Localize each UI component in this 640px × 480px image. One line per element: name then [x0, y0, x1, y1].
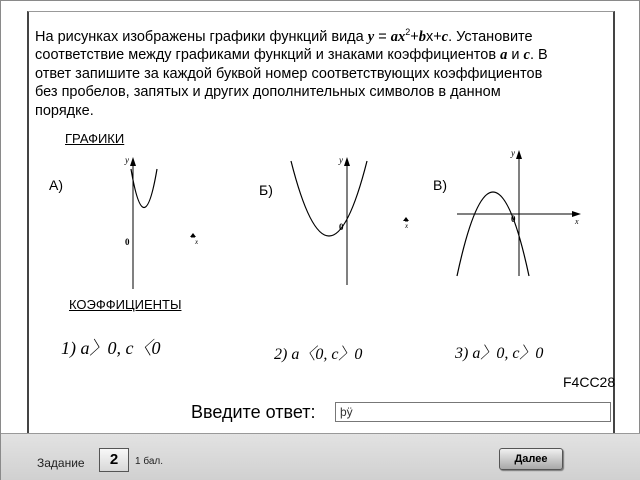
formula-sup: 2: [405, 27, 411, 37]
next-button[interactable]: Далее: [499, 448, 563, 470]
graph-b-y-label: y: [339, 155, 343, 165]
formula-b: b: [418, 28, 426, 45]
question-and: и: [507, 47, 524, 64]
question-part2: . Установите соответствие между графиками функций и знаками коэффициентов: [35, 28, 533, 64]
coef-c: c: [523, 47, 530, 64]
graph-b-parabola: [291, 161, 367, 236]
formula-c: c: [441, 28, 449, 45]
graph-v-parabola: [457, 192, 529, 276]
graph-b-label: Б): [259, 182, 273, 198]
option-2: 2) a〈0, c〉0: [274, 346, 363, 363]
graph-v-label: В): [433, 177, 447, 193]
graph-a-y-label: y: [125, 155, 129, 165]
graphs-title: ГРАФИКИ: [65, 131, 125, 146]
coefficients-title: КОЭФФИЦИЕНТЫ: [69, 297, 182, 312]
graph-a: [111, 151, 211, 291]
answer-label: Введите ответ:: [191, 402, 316, 422]
option-1: 1) a〉0, c〈0: [61, 338, 161, 358]
graph-v-x-label: x: [575, 217, 579, 226]
graph-a-origin: 0: [125, 237, 130, 247]
formula-plus2: +: [433, 28, 442, 45]
graph-b: [281, 151, 411, 291]
task-number-box[interactable]: 2: [99, 448, 129, 472]
task-code: F4CC28: [563, 374, 616, 390]
graph-b-x-label: x: [405, 222, 409, 230]
graph-b-origin: 0: [339, 222, 344, 232]
option-3: 3) a〉0, c〉0: [455, 345, 544, 362]
graph-v-y-label: y: [511, 148, 515, 158]
footer-bar: [1, 433, 640, 480]
formula-x: x: [425, 28, 434, 45]
graph-a-parabola: [131, 169, 157, 208]
task-label: Задание: [37, 456, 85, 470]
graph-v: [451, 146, 591, 281]
formula-y: y: [367, 28, 375, 45]
formula-eq: =: [374, 28, 391, 45]
formula-plus1: +: [410, 28, 419, 45]
question-part1: На рисунках изображены графики функций вида: [35, 28, 368, 45]
graph-v-origin: 0: [511, 214, 516, 224]
coef-a: a: [500, 47, 508, 64]
answer-input[interactable]: [335, 402, 611, 422]
formula-ax: ax: [390, 28, 406, 45]
points-label: 1 бал.: [135, 456, 164, 467]
question-part3: . В ответ запишите за каждой буквой номер соответствующих коэффициентов без пробелов, запятых и других дополнительных символов в данном порядке.: [35, 47, 548, 119]
graph-a-label: А): [49, 177, 63, 193]
question-text: [35, 23, 555, 120]
graph-a-x-label: x: [195, 238, 199, 246]
